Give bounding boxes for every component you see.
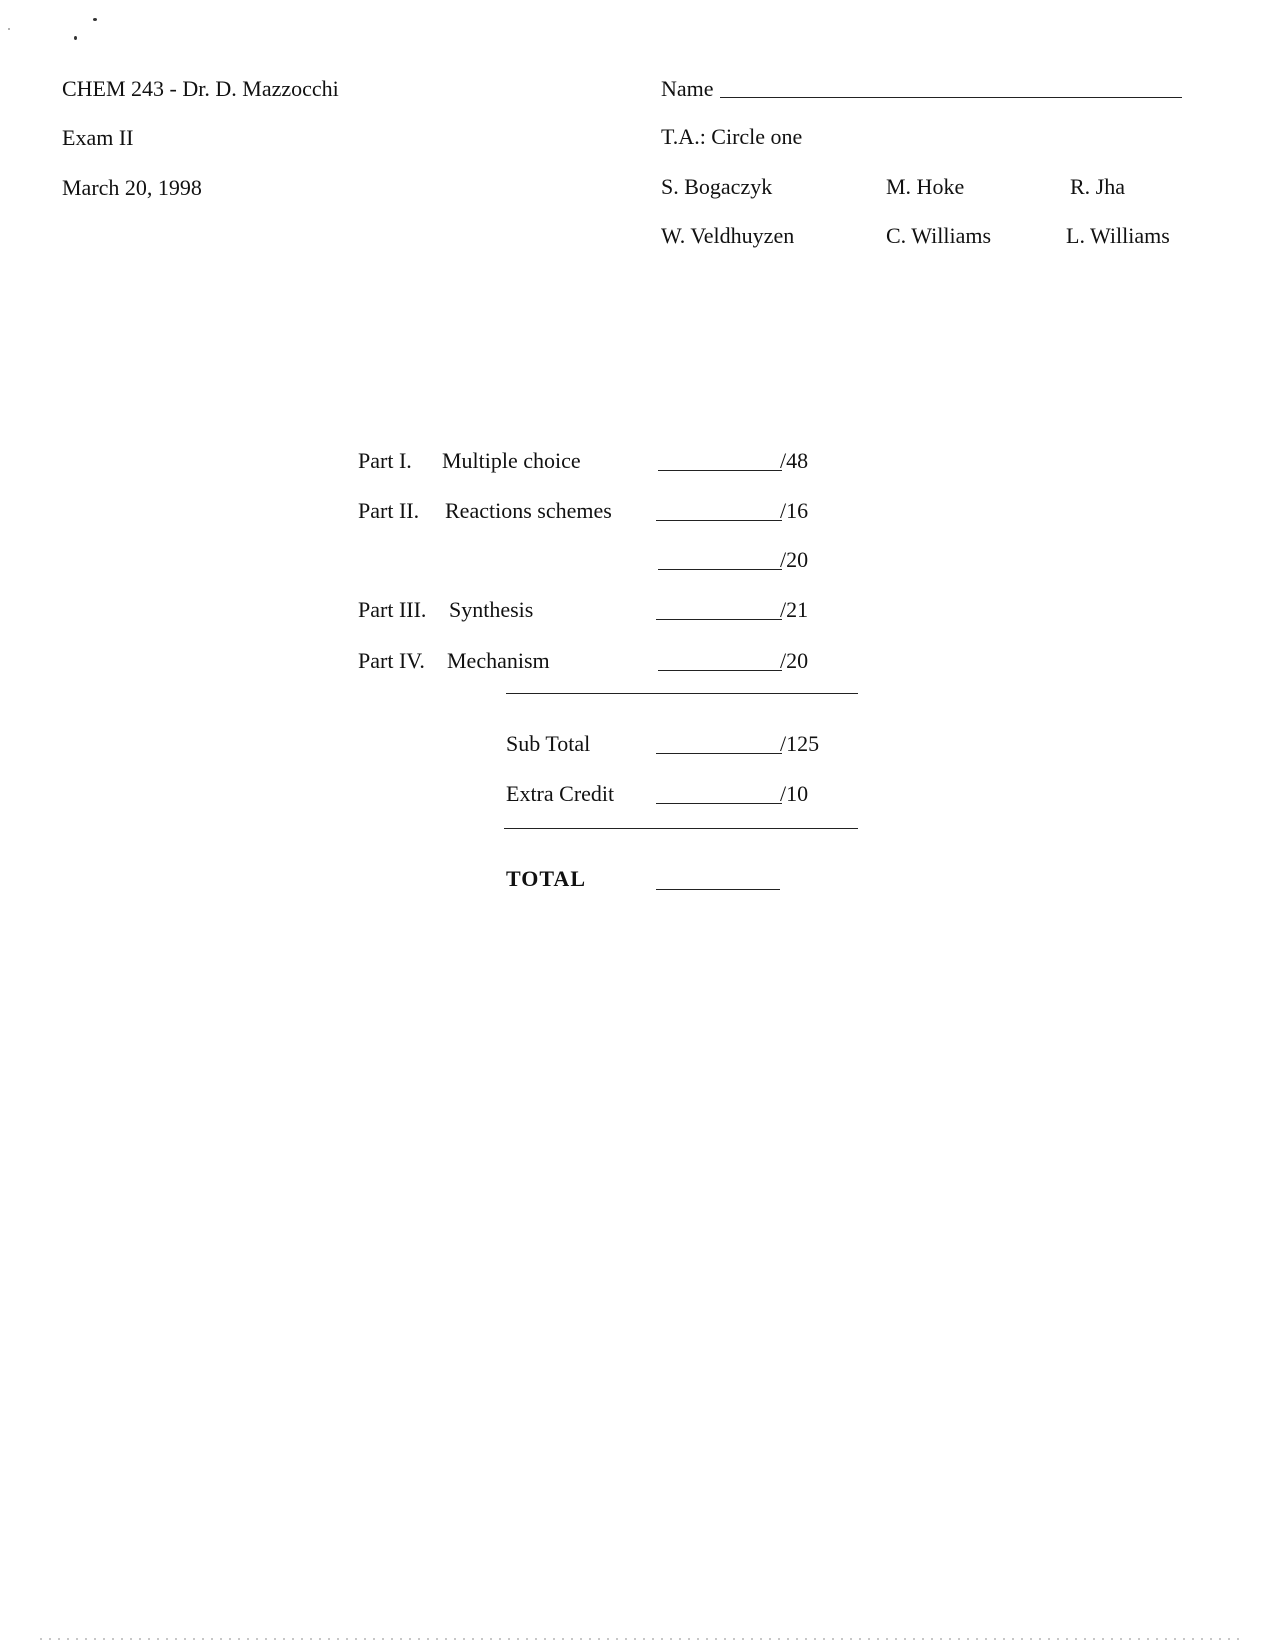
part-description: Multiple choice xyxy=(442,448,581,473)
score-blank[interactable] xyxy=(658,670,782,671)
scan-noise xyxy=(40,1638,1240,1640)
course-title: CHEM 243 - Dr. D. Mazzocchi xyxy=(62,76,339,101)
score-blank[interactable] xyxy=(658,470,782,471)
score-max: /20 xyxy=(780,648,809,673)
name-label: Name xyxy=(661,76,714,101)
score-max: /48 xyxy=(780,448,809,473)
ta-option[interactable]: M. Hoke xyxy=(886,174,965,199)
ta-option[interactable]: S. Bogaczyk xyxy=(661,174,773,199)
part-label: Part IV. xyxy=(358,648,425,673)
score-blank[interactable] xyxy=(656,619,782,620)
part-description: Synthesis xyxy=(449,597,534,622)
score-max: /20 xyxy=(780,547,809,572)
subtotal-label: Sub Total xyxy=(506,731,591,756)
extra-credit-max: /10 xyxy=(780,781,809,806)
score-max: /21 xyxy=(780,597,809,622)
total-label: TOTAL xyxy=(506,866,586,891)
exam-title: Exam II xyxy=(62,125,134,150)
ta-option[interactable]: W. Veldhuyzen xyxy=(661,223,795,248)
scan-speck xyxy=(74,36,77,40)
ta-option[interactable]: C. Williams xyxy=(886,223,992,248)
exam-date: March 20, 1998 xyxy=(62,175,202,200)
extra-credit-blank[interactable] xyxy=(656,803,782,804)
scan-speck xyxy=(93,18,97,21)
subtotal-blank[interactable] xyxy=(656,753,782,754)
score-blank[interactable] xyxy=(658,569,782,570)
score-max: /16 xyxy=(780,498,809,523)
part-label: Part II. xyxy=(358,498,420,523)
ta-label: T.A.: Circle one xyxy=(661,124,803,149)
part-label: Part III. xyxy=(358,597,427,622)
ta-option[interactable]: L. Williams xyxy=(1066,223,1170,248)
score-blank[interactable] xyxy=(656,520,782,521)
scan-speck xyxy=(8,28,10,30)
extra-credit-label: Extra Credit xyxy=(506,781,615,806)
subtotal-max: /125 xyxy=(780,731,820,756)
part-description: Reactions schemes xyxy=(445,498,612,523)
part-label: Part I. xyxy=(358,448,412,473)
ta-option[interactable]: R. Jha xyxy=(1070,174,1125,199)
total-blank[interactable] xyxy=(656,889,780,890)
part-description: Mechanism xyxy=(447,648,550,673)
name-field-line[interactable] xyxy=(720,97,1182,98)
divider-rule xyxy=(504,828,858,829)
divider-rule xyxy=(506,693,858,694)
